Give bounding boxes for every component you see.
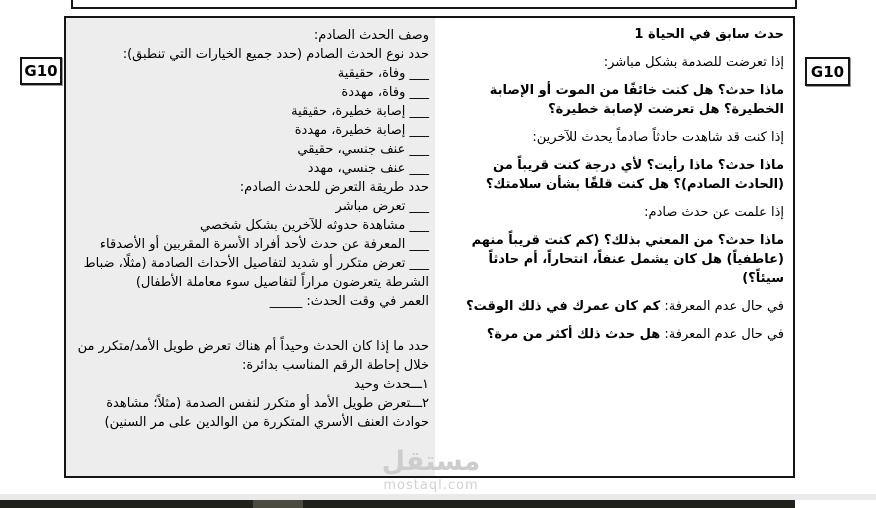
next-section-top-edge: [0, 500, 795, 508]
prompt-normal-text: إذا تعرضت للصدمة بشكل مباشر:: [603, 55, 784, 70]
prompt-normal-text: في حال عدم المعرفة:: [660, 299, 784, 314]
prompt-learned-questions: [443, 231, 784, 288]
prompt-normal-text: إذا علمت عن حدث صادم:: [644, 205, 784, 220]
trauma-event-form-box: [64, 16, 795, 478]
page-title: حدث سابق في الحياة 1: [634, 27, 784, 42]
option-single-event: ١ـــحدث وحيد: [353, 377, 429, 392]
checklist-item-witnessed: ___ مشاهدة حدوثه للآخرين بشكل شخصي: [200, 218, 429, 233]
section-code-badge-right: G10: [805, 57, 850, 86]
prompt-recurrence-question: [443, 325, 784, 344]
checklist-item-injury-threat: ___ إصابة خطيرة، مهددة: [294, 123, 429, 138]
prompt-bold-text: هل حدث ذلك أكثر من مرة؟: [486, 327, 661, 342]
checklist-item-learned-about: ___ المعرفة عن حدث لأحد أفراد الأسرة المقربين أو الأصدقاء: [99, 237, 429, 252]
checklist-item-direct-exposure: ___ تعرض مباشر: [335, 199, 429, 214]
checklist-item-sexual-threat: ___ عنف جنسي، مهدد: [307, 161, 429, 176]
event-description-label: وصف الحدث الصادم:: [313, 28, 429, 43]
event-type-instruction: حدد نوع الحدث الصادم (حدد جميع الخيارات التي تنطبق):: [122, 47, 429, 62]
prompt-direct-exposure-intro: [443, 53, 784, 72]
interview-prompts-column: [435, 18, 793, 476]
checklist-item-death-threat: ___ وفاة، مهددة: [341, 85, 429, 100]
prompt-normal-text: إذا كنت قد شاهدت حادثاً صادماً يحدث للآخرين:: [532, 130, 784, 145]
prompt-bold-text: كم كان عمرك في ذلك الوقت؟: [466, 299, 661, 314]
prompt-learned-intro: [443, 203, 784, 222]
prompt-witnessed-intro: [443, 128, 784, 147]
single-vs-repeated-instruction: حدد ما إذا كان الحدث وحيداً أم هناك تعرض طويل الأمد/متكرر من خلال إحاطة الرقم المناسب بدائرة:: [77, 339, 429, 373]
checklist-item-death-actual: ___ وفاة، حقيقية: [337, 66, 429, 81]
exposure-type-instruction: حدد طريقة التعرض للحدث الصادم:: [239, 180, 429, 195]
event-description-column: [66, 18, 435, 476]
prompt-normal-text: في حال عدم المعرفة:: [660, 327, 784, 342]
watermark-logo-text: مستقل: [381, 446, 481, 477]
watermark-domain-text: mostaql.com: [383, 478, 479, 493]
next-section-edge-segment: [253, 500, 303, 508]
prompt-bold-text: ماذا حدث؟ هل كنت خائفًا من الموت أو الإصابة الخطيرة؟ هل تعرضت لإصابة خطيرة؟: [489, 83, 784, 117]
checklist-item-injury-actual: ___ إصابة خطيرة، حقيقية: [291, 104, 429, 119]
checklist-item-sexual-actual: ___ عنف جنسي، حقيقي: [297, 142, 429, 157]
option-prolonged-exposure: ٢ـــتعرض طويل الأمد أو متكرر لنفس الصدمة (مثلاً؛ مشاهدة حوادث العنف الأسري المتكررة من الوالدين على مر السنين): [104, 396, 429, 430]
prompt-bold-text: ماذا حدث؟ ماذا رأيت؟ لأي درجة كنت قريباً من (الحادث الصادم)؟ هل كنت قلقًا بشأن سلامتك؟: [485, 158, 784, 192]
prompt-age-question: [443, 297, 784, 316]
age-at-event-field: العمر في وقت الحدث: _____: [269, 294, 429, 309]
checklist-item-repeated-exposure: ___ تعرض متكرر أو شديد لتفاصيل الأحداث الصادمة (مثلًا، ضباط الشرطة يتعرضون مراراً لتفاصيل سوء معاملة الأطفال): [83, 256, 429, 290]
prompt-direct-exposure-questions: [443, 81, 784, 119]
section-code-badge-left: G10: [20, 57, 62, 85]
prompt-bold-text: ماذا حدث؟ من المعني بذلك؟ (كم كنت قريباً منهم (عاطفياً) هل كان يشمل عنفاً، انتحاراً، أم حادثاً سيئاً؟): [471, 233, 784, 286]
prompt-witnessed-questions: [443, 156, 784, 194]
previous-section-box-edge: [71, 0, 797, 9]
